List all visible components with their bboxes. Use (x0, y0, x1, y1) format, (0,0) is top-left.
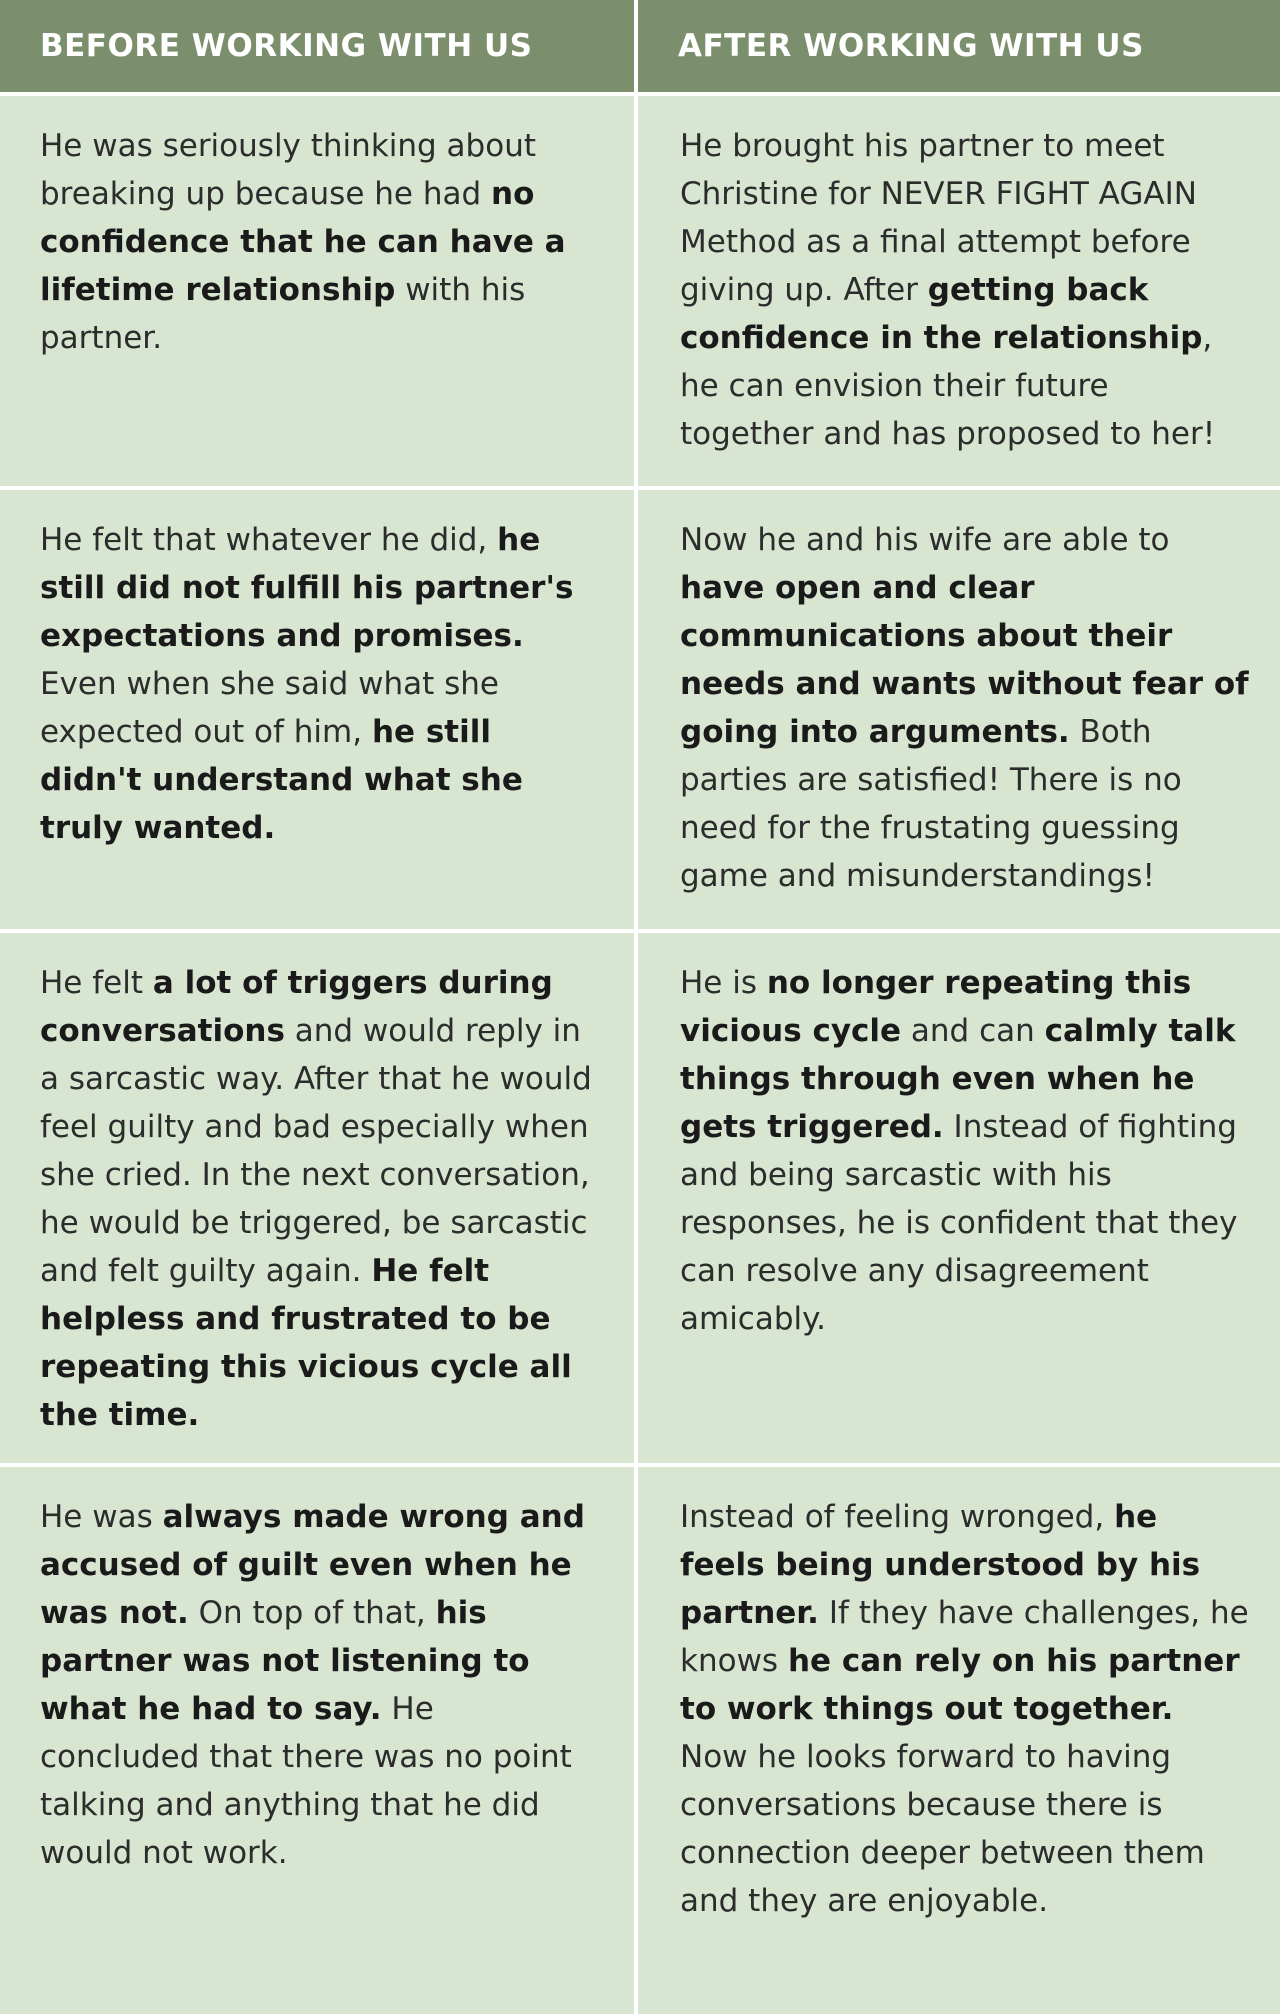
body-text: , he can envision their future together and has proposed to her! (680, 320, 1216, 452)
body-text: with his partner. (40, 272, 526, 356)
header-after-label: AFTER WORKING WITH US (678, 28, 1144, 64)
body-text: If they have challenges, he knows (680, 1595, 1249, 1679)
bold-text: he feels being understood by his partner. (680, 1499, 1201, 1631)
header-before (0, 0, 638, 96)
body-text: Instead of feeling wronged, (680, 1499, 1115, 1535)
bold-text: he still did not fulfill his partner's expectations and promises. (40, 522, 574, 654)
bold-text: he can rely on his partner to work things out together. (680, 1643, 1240, 1727)
body-text: He brought his partner to meet Christine for NEVER FIGHT AGAIN Method as a final attempt before giving up. After (680, 128, 1197, 308)
bold-text: his partner was not listening to what he had to say. (40, 1595, 530, 1727)
bold-text: he still didn't understand what she truly wanted. (40, 714, 523, 846)
row-1-before (0, 96, 638, 490)
row-2-after (638, 490, 1280, 933)
header-before-label: BEFORE WORKING WITH US (40, 28, 533, 64)
body-text: Even when she said what she expected out of him, (40, 666, 499, 750)
bold-text: getting back confidence in the relationship (680, 272, 1203, 356)
body-text: He is (680, 965, 767, 1001)
body-text: Both parties are satisfied! There is no need for the frustating guessing game and misunderstandings! (680, 714, 1182, 894)
bold-text: a lot of triggers during conversations (40, 965, 553, 1049)
bold-text: always made wrong and accused of guilt even when he was not. (40, 1499, 585, 1631)
body-text: He concluded that there was no point talking and anything that he did would not work. (40, 1691, 572, 1871)
header-after (638, 0, 1280, 96)
row-1-after (638, 96, 1280, 490)
row-3-after (638, 933, 1280, 1467)
bold-text: no confidence that he can have a lifetime relationship (40, 176, 566, 308)
body-text: He was seriously thinking about breaking up because he had (40, 128, 536, 212)
body-text: and can (901, 1013, 1045, 1049)
body-text: He felt that whatever he did, (40, 522, 498, 558)
body-text: On top of that, (188, 1595, 436, 1631)
row-2-before (0, 490, 638, 933)
body-text: Instead of fighting and being sarcastic with his responses, he is confident that they can resolve any disagreement amicably. (680, 1109, 1238, 1337)
bold-text: no longer repeating this vicious cycle (680, 965, 1192, 1049)
body-text: and would reply in a sarcastic way. After that he would feel guilty and bad especially when she cried. In the next conversation, he would be triggered, be sarcastic and felt guilty again. (40, 1013, 592, 1289)
bold-text: have open and clear communications about their needs and wants without fear of going into arguments. (680, 570, 1249, 750)
row-3-before (0, 933, 638, 1467)
body-text: Now he and his wife are able to (680, 522, 1170, 558)
bold-text: He felt helpless and frustrated to be repeating this vicious cycle all the time. (40, 1253, 572, 1433)
body-text: Now he looks forward to having conversations because there is connection deeper between them and they are enjoyable. (680, 1739, 1205, 1919)
body-text: He was (40, 1499, 163, 1535)
body-text: He felt (40, 965, 153, 1001)
bold-text: calmly talk things through even when he gets triggered. (680, 1013, 1236, 1145)
row-4-before (0, 1467, 638, 2014)
row-4-after (638, 1467, 1280, 2014)
